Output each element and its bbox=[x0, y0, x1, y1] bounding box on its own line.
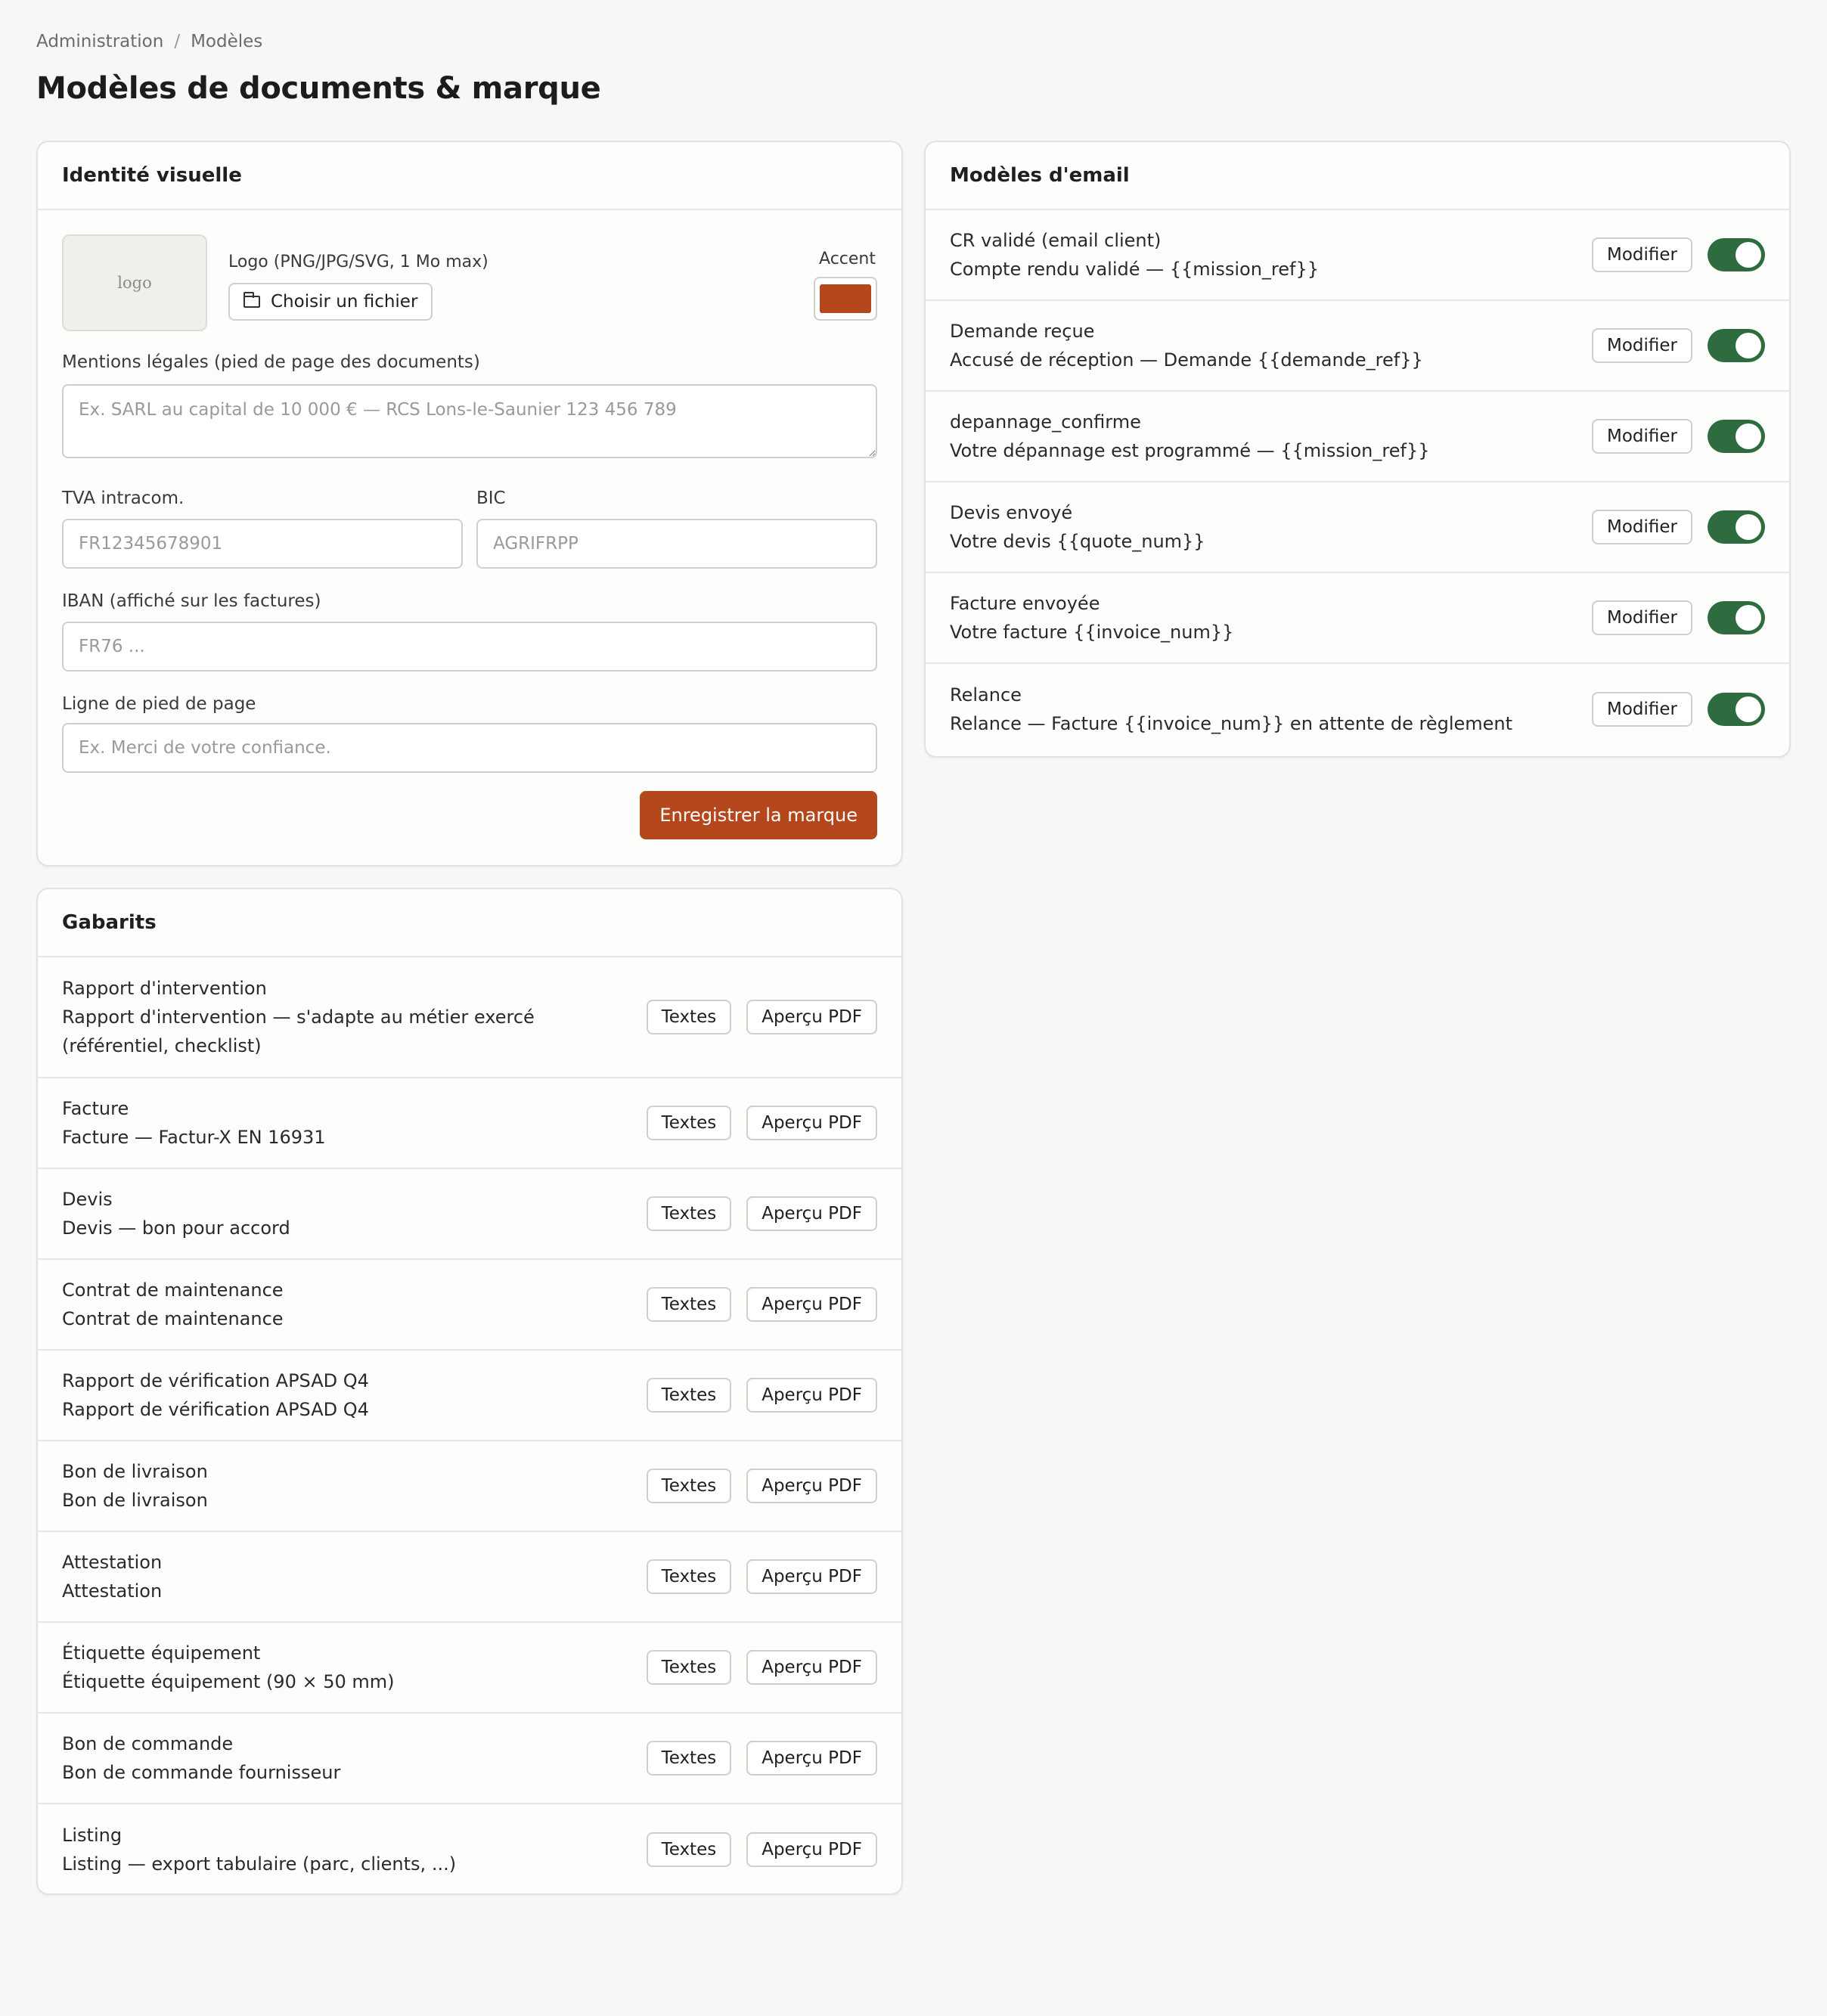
gabarit-row bbox=[38, 957, 901, 1078]
identity-card-title: Identité visuelle bbox=[38, 142, 901, 210]
gabarit-row bbox=[38, 1351, 901, 1441]
gabarit-row bbox=[38, 1623, 901, 1714]
email-template-subject: Relance — Facture {{invoice_num}} en attente de règlement bbox=[950, 713, 1513, 734]
identity-card bbox=[36, 141, 903, 867]
email-template-subject: Votre facture {{invoice_num}} bbox=[950, 622, 1234, 643]
gabarit-pdf-preview-button[interactable]: Aperçu PDF bbox=[746, 1650, 877, 1685]
gabarit-subtitle: Rapport de vérification APSAD Q4 bbox=[62, 1399, 369, 1420]
gabarit-pdf-preview-button[interactable]: Aperçu PDF bbox=[746, 1196, 877, 1231]
gabarit-row bbox=[38, 1804, 901, 1895]
email-edit-button[interactable]: Modifier bbox=[1592, 692, 1692, 727]
gabarit-texts-button[interactable]: Textes bbox=[647, 1832, 732, 1867]
gabarit-subtitle: Attestation bbox=[62, 1580, 163, 1602]
footer-input[interactable] bbox=[62, 723, 877, 773]
email-template-row bbox=[926, 664, 1789, 755]
gabarit-row bbox=[38, 1078, 901, 1169]
bic-input[interactable] bbox=[476, 519, 877, 569]
email-enabled-toggle[interactable] bbox=[1708, 693, 1765, 726]
gabarit-subtitle: Contrat de maintenance bbox=[62, 1308, 284, 1329]
gabarit-row bbox=[38, 1532, 901, 1623]
gabarit-pdf-preview-button[interactable]: Aperçu PDF bbox=[746, 1378, 877, 1413]
gabarit-texts-button[interactable]: Textes bbox=[647, 1650, 732, 1685]
gabarit-pdf-preview-button[interactable]: Aperçu PDF bbox=[746, 1106, 877, 1140]
gabarits-card bbox=[36, 888, 903, 1895]
gabarit-pdf-preview-button[interactable]: Aperçu PDF bbox=[746, 1741, 877, 1776]
choose-file-button[interactable] bbox=[228, 283, 433, 321]
email-template-subject: Accusé de réception — Demande {{demande_ref}} bbox=[950, 349, 1423, 371]
gabarit-pdf-preview-button[interactable]: Aperçu PDF bbox=[746, 1832, 877, 1867]
gabarit-title: Attestation bbox=[62, 1552, 163, 1573]
email-enabled-toggle[interactable] bbox=[1708, 510, 1765, 544]
gabarit-title: Devis bbox=[62, 1189, 113, 1210]
email-template-row bbox=[926, 210, 1789, 301]
gabarit-title: Bon de livraison bbox=[62, 1461, 208, 1482]
breadcrumb bbox=[36, 32, 262, 51]
choose-file-label: Choisir un fichier bbox=[271, 292, 418, 312]
email-template-row bbox=[926, 301, 1789, 392]
gabarit-title: Facture bbox=[62, 1098, 129, 1119]
gabarit-text bbox=[62, 1548, 647, 1605]
gabarit-texts-button[interactable]: Textes bbox=[647, 1469, 732, 1503]
gabarit-subtitle: Rapport d'intervention — s'adapte au métier exercé (référentiel, checklist) bbox=[62, 1006, 535, 1056]
email-template-row bbox=[926, 482, 1789, 573]
bic-label: BIC bbox=[476, 488, 506, 508]
logo-preview: logo bbox=[62, 234, 207, 331]
breadcrumb-current: Modèles bbox=[191, 32, 263, 51]
gabarit-text bbox=[62, 1457, 647, 1515]
email-edit-button[interactable]: Modifier bbox=[1592, 600, 1692, 635]
gabarit-title: Listing bbox=[62, 1825, 123, 1846]
gabarit-title: Étiquette équipement bbox=[62, 1642, 261, 1664]
gabarit-pdf-preview-button[interactable]: Aperçu PDF bbox=[746, 1469, 877, 1503]
email-template-title: Demande reçue bbox=[950, 321, 1095, 342]
gabarit-texts-button[interactable]: Textes bbox=[647, 1000, 732, 1034]
gabarit-text bbox=[62, 1639, 647, 1696]
email-template-text bbox=[950, 589, 1592, 647]
email-template-title: Relance bbox=[950, 684, 1022, 706]
gabarit-row bbox=[38, 1714, 901, 1804]
gabarit-texts-button[interactable]: Textes bbox=[647, 1559, 732, 1594]
iban-input[interactable] bbox=[62, 622, 877, 671]
email-template-title: depannage_confirme bbox=[950, 411, 1141, 433]
email-templates-card-title: Modèles d'email bbox=[926, 142, 1789, 210]
breadcrumb-separator: / bbox=[174, 32, 181, 51]
page-title: Modèles de documents & marque bbox=[36, 71, 601, 106]
gabarit-pdf-preview-button[interactable]: Aperçu PDF bbox=[746, 1287, 877, 1322]
gabarit-pdf-preview-button[interactable]: Aperçu PDF bbox=[746, 1000, 877, 1034]
gabarits-card-title: Gabarits bbox=[38, 889, 901, 957]
email-edit-button[interactable]: Modifier bbox=[1592, 419, 1692, 454]
gabarit-row bbox=[38, 1441, 901, 1532]
email-templates-list bbox=[926, 210, 1789, 755]
email-template-row bbox=[926, 573, 1789, 664]
email-template-text bbox=[950, 681, 1592, 738]
email-template-title: Facture envoyée bbox=[950, 593, 1100, 614]
footer-label: Ligne de pied de page bbox=[62, 694, 256, 714]
accent-label: Accent bbox=[819, 250, 876, 268]
gabarit-text bbox=[62, 1821, 647, 1878]
email-template-text bbox=[950, 498, 1592, 556]
gabarit-title: Bon de commande bbox=[62, 1733, 234, 1754]
gabarit-texts-button[interactable]: Textes bbox=[647, 1196, 732, 1231]
email-template-subject: Votre dépannage est programmé — {{mission_ref}} bbox=[950, 440, 1430, 461]
gabarit-texts-button[interactable]: Textes bbox=[647, 1378, 732, 1413]
gabarit-subtitle: Facture — Factur-X EN 16931 bbox=[62, 1127, 326, 1148]
gabarit-subtitle: Devis — bon pour accord bbox=[62, 1217, 290, 1239]
gabarits-list bbox=[38, 957, 901, 1895]
email-template-text bbox=[950, 408, 1592, 465]
tva-input[interactable] bbox=[62, 519, 463, 569]
gabarit-row bbox=[38, 1169, 901, 1260]
gabarit-texts-button[interactable]: Textes bbox=[647, 1106, 732, 1140]
gabarit-text bbox=[62, 1366, 647, 1424]
gabarit-pdf-preview-button[interactable]: Aperçu PDF bbox=[746, 1559, 877, 1594]
gabarit-title: Contrat de maintenance bbox=[62, 1279, 284, 1301]
email-template-text bbox=[950, 317, 1592, 374]
email-template-subject: Votre devis {{quote_num}} bbox=[950, 531, 1205, 552]
breadcrumb-administration-link[interactable]: Administration bbox=[36, 32, 164, 51]
mentions-legales-input[interactable] bbox=[62, 384, 877, 458]
email-enabled-toggle[interactable] bbox=[1708, 238, 1765, 271]
email-edit-button[interactable]: Modifier bbox=[1592, 237, 1692, 272]
save-brand-button[interactable]: Enregistrer la marque bbox=[640, 791, 877, 839]
email-edit-button[interactable]: Modifier bbox=[1592, 510, 1692, 544]
gabarit-texts-button[interactable]: Textes bbox=[647, 1287, 732, 1322]
gabarit-title: Rapport de vérification APSAD Q4 bbox=[62, 1370, 369, 1391]
accent-color-picker[interactable] bbox=[814, 277, 877, 321]
iban-label: IBAN (affiché sur les factures) bbox=[62, 591, 321, 611]
accent-color-swatch bbox=[820, 284, 871, 313]
gabarit-subtitle: Bon de commande fournisseur bbox=[62, 1762, 341, 1783]
gabarit-texts-button[interactable]: Textes bbox=[647, 1741, 732, 1776]
email-edit-button[interactable]: Modifier bbox=[1592, 328, 1692, 363]
email-template-title: CR validé (email client) bbox=[950, 230, 1162, 251]
folder-icon bbox=[243, 296, 260, 308]
gabarit-text bbox=[62, 1276, 647, 1333]
logo-label: Logo (PNG/JPG/SVG, 1 Mo max) bbox=[228, 253, 489, 271]
gabarit-row bbox=[38, 1260, 901, 1351]
email-enabled-toggle[interactable] bbox=[1708, 329, 1765, 362]
tva-label: TVA intracom. bbox=[62, 488, 185, 508]
email-enabled-toggle[interactable] bbox=[1708, 420, 1765, 453]
email-templates-card bbox=[924, 141, 1791, 758]
mentions-label: Mentions légales (pied de page des documents) bbox=[62, 352, 480, 372]
email-template-text bbox=[950, 226, 1592, 284]
gabarit-title: Rapport d'intervention bbox=[62, 978, 267, 999]
gabarit-text bbox=[62, 1729, 647, 1787]
gabarit-subtitle: Étiquette équipement (90 × 50 mm) bbox=[62, 1671, 395, 1692]
gabarit-subtitle: Listing — export tabulaire (parc, clients, ...) bbox=[62, 1853, 457, 1875]
gabarit-text bbox=[62, 1094, 647, 1152]
email-template-subject: Compte rendu validé — {{mission_ref}} bbox=[950, 259, 1320, 280]
gabarit-text bbox=[62, 974, 647, 1060]
gabarit-subtitle: Bon de livraison bbox=[62, 1490, 208, 1511]
email-enabled-toggle[interactable] bbox=[1708, 601, 1765, 634]
gabarit-text bbox=[62, 1185, 647, 1242]
email-template-row bbox=[926, 392, 1789, 482]
email-template-title: Devis envoyé bbox=[950, 502, 1073, 523]
